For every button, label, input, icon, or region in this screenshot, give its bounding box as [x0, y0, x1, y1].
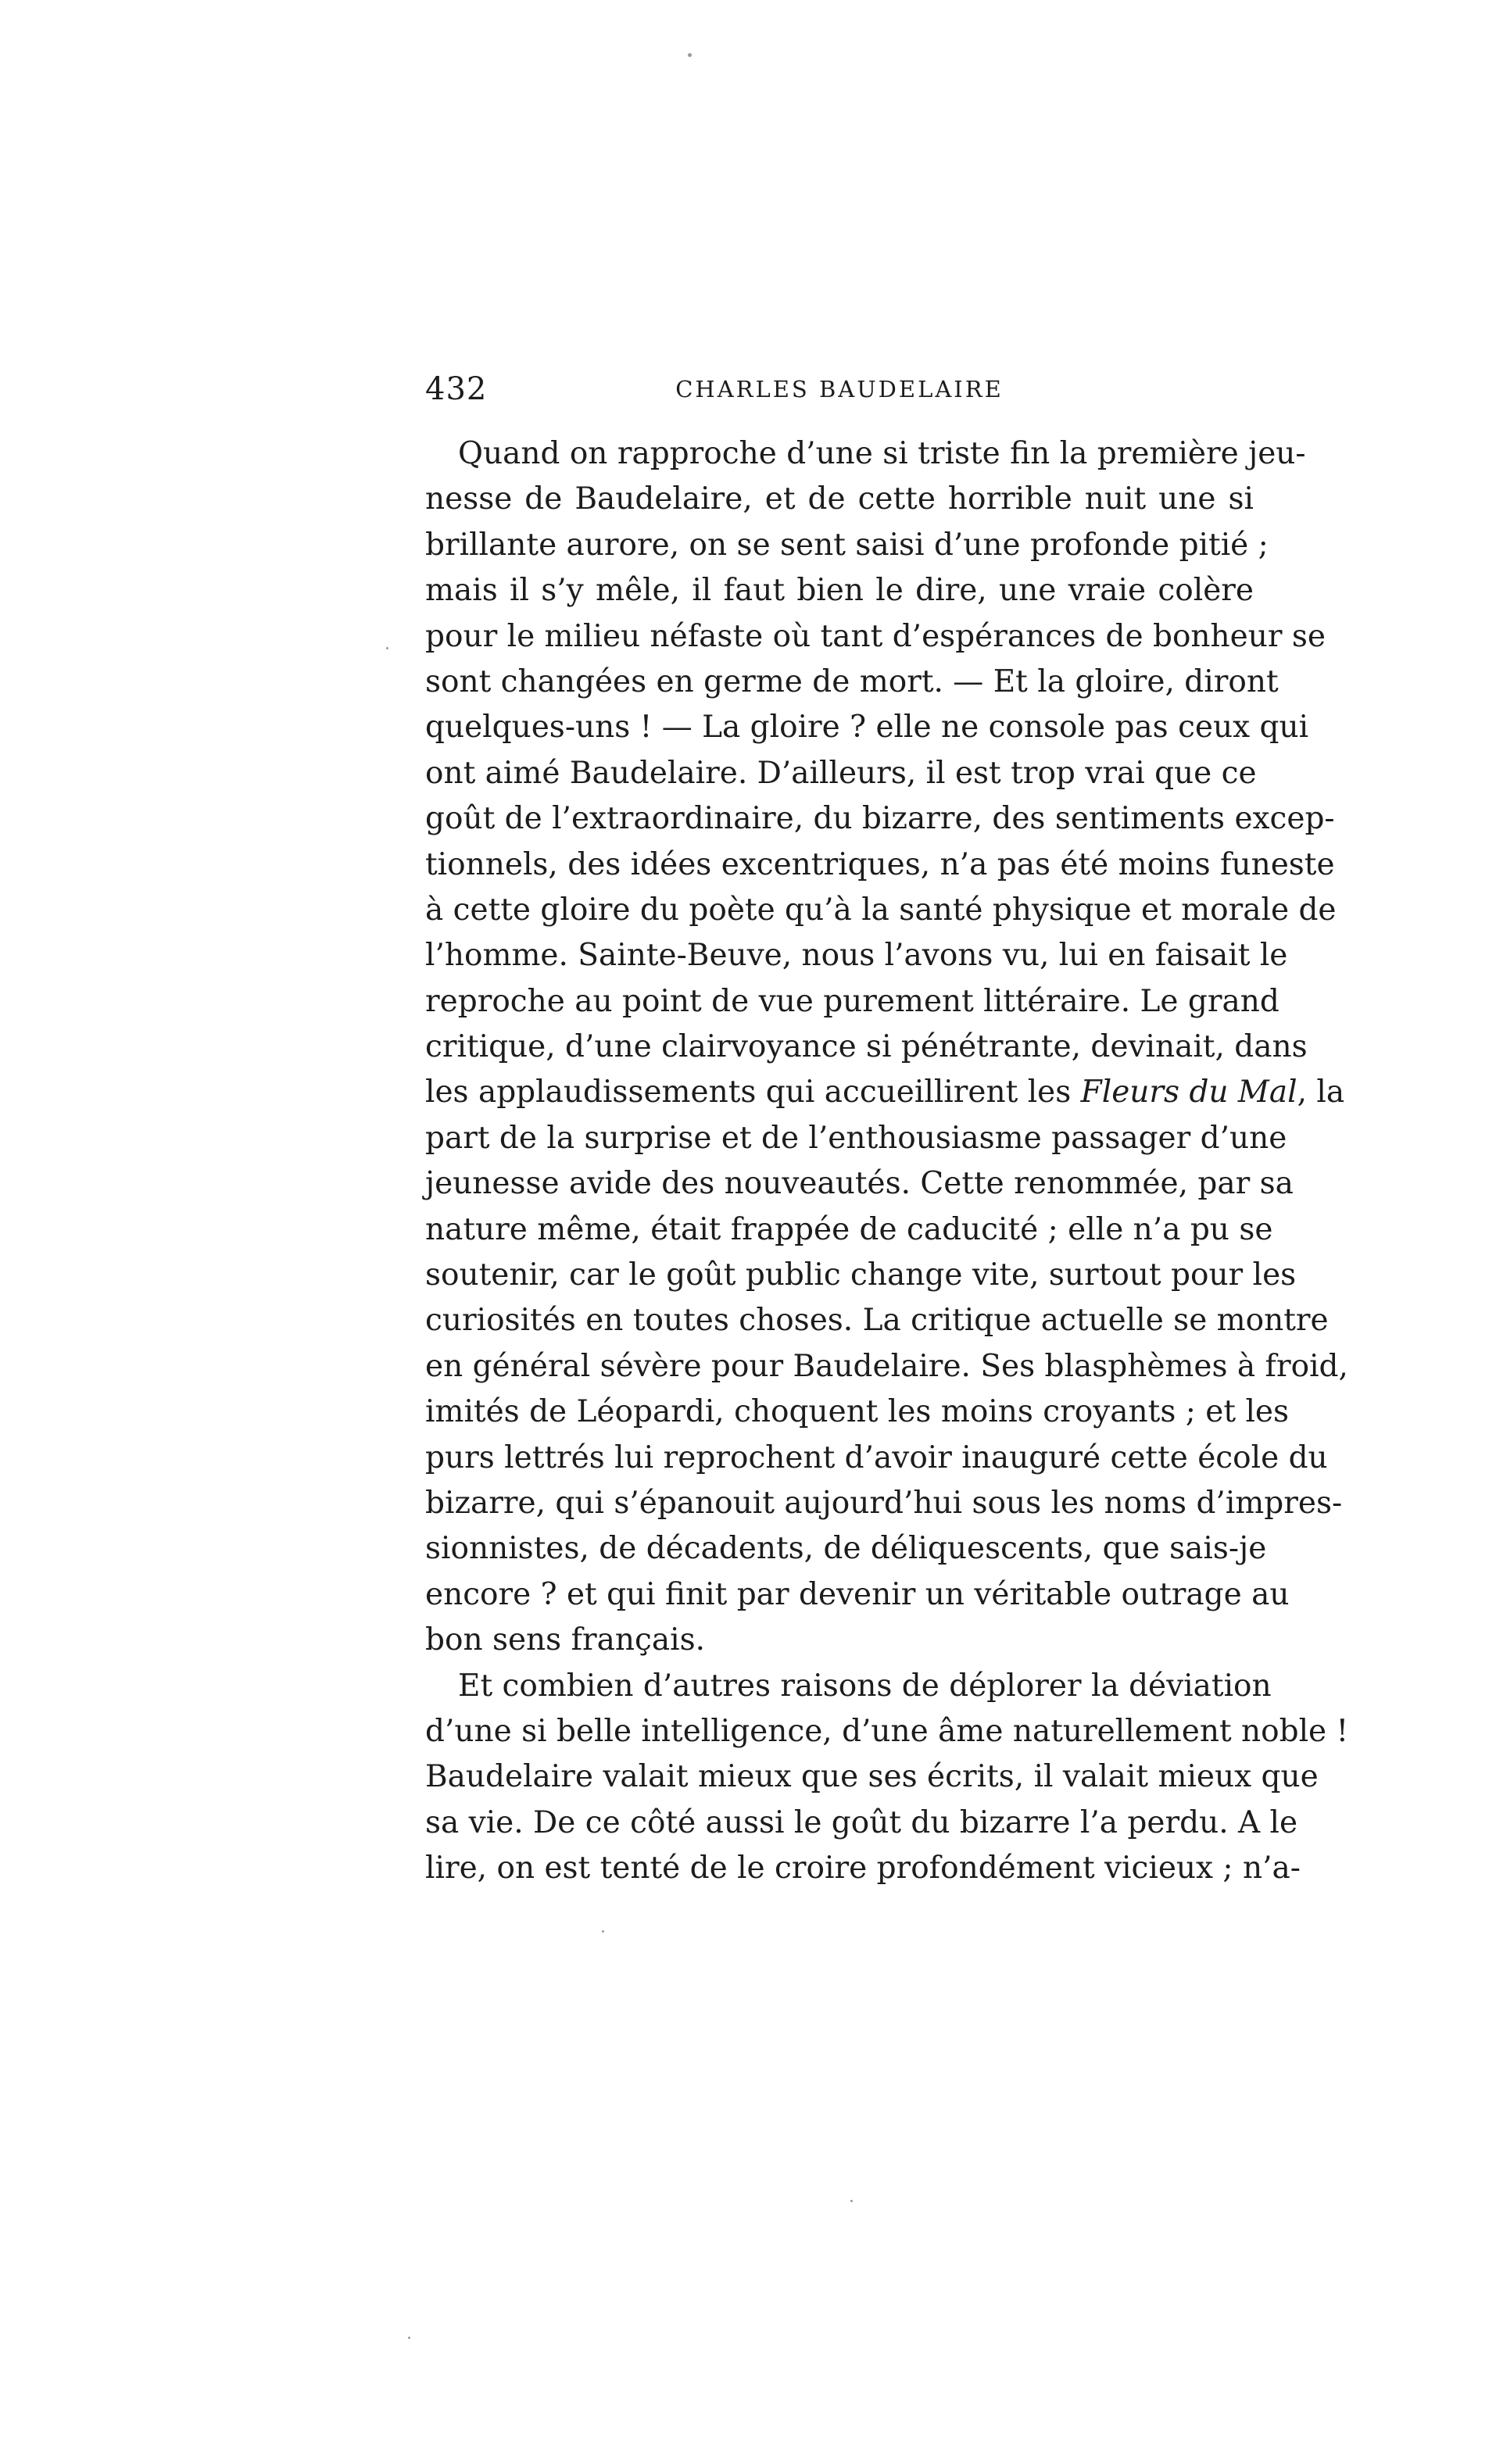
text-line: part de la surprise et de l’enthousiasme passager d’une [425, 1120, 1287, 1156]
text-line: sionnistes, de décadents, de déliquescents, que sais-je [425, 1531, 1267, 1567]
text-line: purs lettrés lui reprochent d’avoir inauguré cette école du [425, 1439, 1328, 1475]
text-line: bizarre, qui s’épanouit aujourd’hui sous les noms d’impres- [425, 1485, 1343, 1521]
running-head: CHARLES BAUDELAIRE [675, 376, 1004, 402]
text-line: Quand on rapproche d’une si triste fin la première jeu- [458, 436, 1306, 471]
text-line: imités de Léopardi, choquent les moins croyants ; et les [425, 1394, 1290, 1430]
page-number: 432 [425, 371, 488, 407]
text-line: quelques-uns ! — La gloire ? elle ne console pas ceux qui [425, 710, 1309, 746]
text-line: jeunesse avide des nouveautés. Cette renommée, par sa [425, 1166, 1294, 1202]
text-line: Baudelaire valait mieux que ses écrits, il valait mieux que [425, 1759, 1319, 1795]
text-line: goût de l’extraordinaire, du bizarre, des sentiments excep- [425, 801, 1335, 837]
page-header [425, 366, 1254, 413]
text-line: brillante aurore, on se sent saisi d’une profonde pitié ; [425, 527, 1269, 563]
text-line: encore ? et qui finit par devenir un véritable outrage au [425, 1576, 1290, 1612]
text-line: nesse de Baudelaire, et de cette horrible nuit une si [425, 481, 1254, 517]
text-line: à cette gloire du poète qu’à la santé physique et morale de [425, 892, 1337, 928]
text-line: critique, d’une clairvoyance si pénétrante, devinait, dans [425, 1029, 1308, 1065]
paragraph-1 [425, 431, 1348, 1664]
book-title: Fleurs du Mal [1080, 1075, 1297, 1110]
text-line: mais il s’y mêle, il faut bien le dire, une vraie colère [425, 573, 1254, 609]
body-text [425, 431, 1349, 1892]
paper-speck [602, 1930, 604, 1933]
paper-speck [688, 53, 692, 57]
paragraph-2 [425, 1664, 1349, 1892]
text-line: sont changées en germe de mort. — Et la gloire, diront [425, 663, 1279, 699]
paper-speck [386, 647, 388, 649]
text-run: les applaudissements qui accueillirent les [425, 1075, 1081, 1110]
paper-speck [408, 2337, 410, 2339]
text-line: bon sens français. [425, 1622, 706, 1658]
text-line: pour le milieu néfaste où tant d’espérances de bonheur se [425, 618, 1326, 654]
text-line: nature même, était frappée de caducité ; elle n’a pu se [425, 1211, 1273, 1247]
text-line: tionnels, des idées excentriques, n’a pas été moins funeste [425, 846, 1335, 882]
text-run: , la [1297, 1075, 1345, 1110]
text-line: Et combien d’autres raisons de déplorer la déviation [458, 1668, 1272, 1704]
text-line: d’une si belle intelligence, d’une âme naturellement noble ! [425, 1713, 1349, 1749]
text-line: curiosités en toutes choses. La critique actuelle se montre [425, 1303, 1329, 1339]
text-line: lire, on est tenté de le croire profondément vicieux ; n’a- [425, 1851, 1301, 1886]
text-line: l’homme. Sainte-Beuve, nous l’avons vu, lui en faisait le [425, 938, 1288, 974]
text-line: ont aimé Baudelaire. D’ailleurs, il est trop vrai que ce [425, 755, 1257, 791]
text-line: reproche au point de vue purement littéraire. Le grand [425, 983, 1279, 1019]
text-line-with-title [425, 1070, 1345, 1115]
text-line: sa vie. De ce côté aussi le goût du bizarre l’a perdu. A le [425, 1804, 1298, 1840]
text-line: en général sévère pour Baudelaire. Ses blasphèmes à froid, [425, 1348, 1348, 1384]
text-line: soutenir, car le goût public change vite, surtout pour les [425, 1257, 1297, 1293]
paper-speck [850, 2200, 853, 2202]
